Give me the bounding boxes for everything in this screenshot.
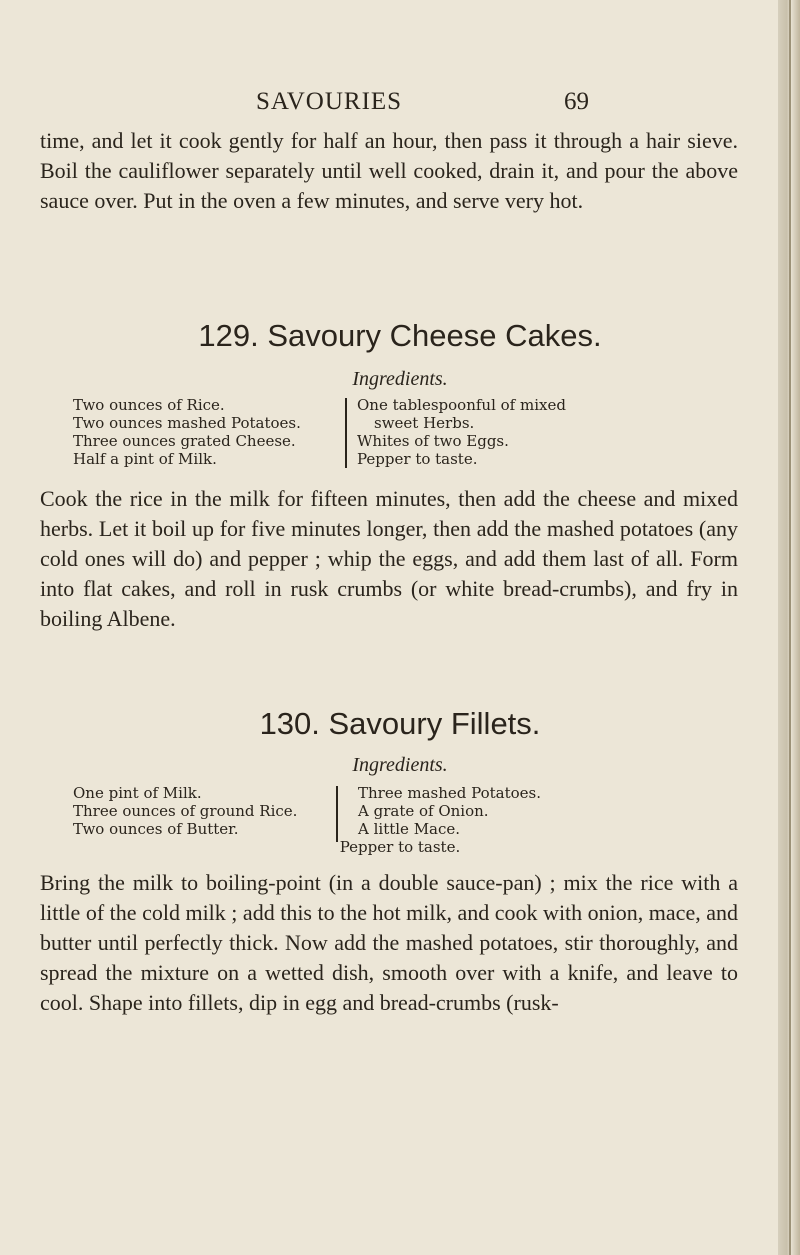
intro-paragraph: time, and let it cook gently for half an hour, then pass it through a hair sieve. Boil the cauliflower separately until well cooked, drain it, and pour the above sauce over. Put in the oven a few minutes, and serve very hot. <box>40 128 738 213</box>
method-paragraph-129: Cook the rice in the milk for fifteen minutes, then add the cheese and mixed herbs. Let it boil up for five minutes longer, then add the mashed potatoes (any cold ones will do) and pepper ; whip the eggs, and add them last of all. Form into flat cakes, and roll in rusk crumbs (or white bread-crumbs), and fry in boiling Albene. <box>40 486 738 631</box>
ingredient-item: Two ounces of Rice. <box>73 396 225 414</box>
page-number: 69 <box>564 88 589 115</box>
ingredient-item: Half a pint of Milk. <box>73 450 217 468</box>
ingredients-right-130 <box>358 784 541 838</box>
ingredients-left-129 <box>73 396 301 468</box>
column-divider-130 <box>336 786 338 842</box>
ingredient-item: Two ounces of Butter. <box>73 820 239 838</box>
ingredient-item: Pepper to taste. <box>357 450 478 468</box>
ingredient-item: Three ounces grated Cheese. <box>73 432 296 450</box>
ingredients-right-129 <box>357 396 566 468</box>
page-header <box>0 88 800 124</box>
ingredients-footer-130: Pepper to taste. <box>339 838 461 856</box>
ingredient-item: A little Mace. <box>358 820 461 838</box>
ingredient-item: Whites of two Eggs. <box>357 432 509 450</box>
method-paragraph-130: Bring the milk to boiling-point (in a double sauce-pan) ; mix the rice with a little of the cold milk ; add this to the hot milk, and cook with onion, mace, and butter until perfectly thick. Now add the mashed potatoes, stir thoroughly, and spread the mixture on a wetted dish, smooth over with a knife, and leave to cool. Shape into fillets, dip in egg and bread-crumbs (rusk- <box>40 870 738 1015</box>
ingredient-item: Three ounces of ground Rice. <box>73 802 298 820</box>
ingredient-item: Two ounces mashed Potatoes. <box>73 414 301 432</box>
recipe-title-129: 129. Savoury Cheese Cakes. <box>198 318 602 353</box>
recipe-title-130: 130. Savoury Fillets. <box>259 706 541 741</box>
ingredient-item: A grate of Onion. <box>358 802 489 820</box>
ingredients-heading-130: Ingredients. <box>352 754 448 776</box>
running-title: SAVOURIES <box>256 88 403 115</box>
ingredients-left-130 <box>73 784 297 838</box>
ingredients-heading-129: Ingredients. <box>352 368 448 390</box>
page-edge-line <box>789 0 791 1255</box>
column-divider-129 <box>345 398 347 468</box>
ingredient-item: Three mashed Potatoes. <box>358 784 542 802</box>
ingredient-item: One tablespoonful of mixed <box>357 396 566 414</box>
ingredient-item: One pint of Milk. <box>73 784 202 802</box>
ingredient-item: sweet Herbs. <box>374 414 475 432</box>
